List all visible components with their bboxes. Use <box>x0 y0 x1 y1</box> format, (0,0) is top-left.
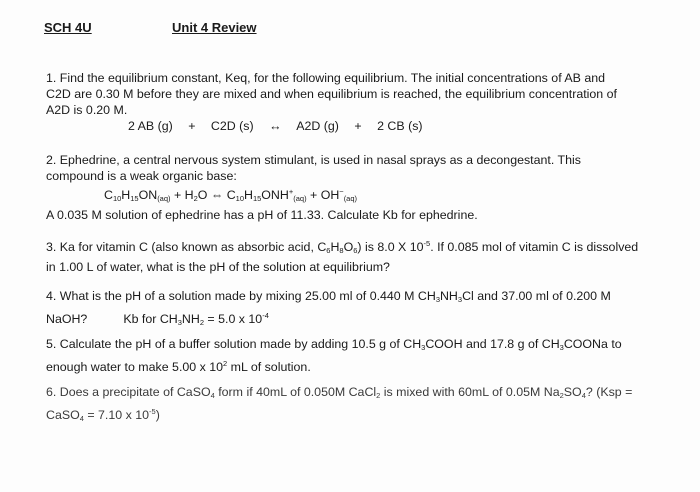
q3-text: O <box>343 240 354 254</box>
q3-sub: 6 <box>326 246 331 255</box>
q5-line-1 <box>46 336 646 356</box>
q2-line-2: compound is a weak organic base: <box>46 169 237 183</box>
q4-sub: 2 <box>199 318 204 327</box>
q3-sub: 6 <box>353 246 358 255</box>
q6-sup: -5 <box>149 407 156 416</box>
q5-text: COOH and 17.8 g of CH <box>425 337 560 351</box>
q3-line-2: in 1.00 L of water, what is the pH of the solution at equilibrium? <box>46 260 390 274</box>
q4-sub: 3 <box>435 295 440 304</box>
q2-eq-sup: − <box>339 187 344 196</box>
page-title: Unit 4 Review <box>172 20 257 35</box>
question-4 <box>46 288 646 331</box>
q3-text: H <box>330 240 340 254</box>
q4-sub: 3 <box>177 318 182 327</box>
q2-eq-part: + H <box>170 188 194 202</box>
q4-text: NaOH? <box>46 312 88 326</box>
q5-text: 5. Calculate the pH of a buffer solution made by adding 10.5 g of CH <box>46 337 422 351</box>
question-2 <box>46 152 646 223</box>
q6-line-1 <box>46 384 646 404</box>
q1-line-2: C2D are 0.30 M before they are mixed and when equilibrium is reached, the equilibrium concentration of <box>46 87 617 101</box>
q5-text: enough water to make 5.00 x 10 <box>46 360 224 374</box>
q6-text: ? (Ksp = <box>585 385 633 399</box>
q4-line-2 <box>46 308 646 331</box>
q3-text: . If 0.085 mol of vitamin C is dissolved <box>430 240 639 254</box>
q5-sub: 3 <box>421 343 426 352</box>
q1-line-3: A2D is 0.20 M. <box>46 103 128 117</box>
q1-equation <box>46 118 646 134</box>
q3-sub: 8 <box>339 246 344 255</box>
q2-eq-sub: 10 <box>235 194 244 203</box>
course-code: SCH 4U <box>44 20 92 35</box>
q6-text: = 7.10 x 10 <box>83 408 150 422</box>
q2-eq-sub: 15 <box>252 194 262 203</box>
q5-sub: 3 <box>559 343 564 352</box>
q2-eq-part: C <box>104 188 113 202</box>
q6-sub: 2 <box>376 391 381 400</box>
q2-line-1: 2. Ephedrine, a central nervous system stimulant, is used in nasal sprays as a decongestant. This <box>46 153 581 167</box>
q2-eq-sup: + <box>288 187 294 196</box>
q4-text: Kb for CH <box>123 312 178 326</box>
q2-eq-part: O ⇔ C <box>197 188 236 202</box>
q1-plus-1: + <box>188 119 196 133</box>
question-5 <box>46 336 646 375</box>
q2-eq-part: ONH <box>261 188 289 202</box>
q4-sup: -4 <box>262 311 269 320</box>
q5-text: mL of solution. <box>227 360 311 374</box>
question-1 <box>46 70 646 134</box>
q2-line-3: A 0.035 M solution of ephedrine has a pH of 11.33. Calculate Kb for ephedrine. <box>46 208 478 222</box>
q4-text: Cl and 37.00 ml of 0.200 M <box>462 289 611 303</box>
question-3 <box>46 236 646 275</box>
q6-text: is mixed with 60mL of 0.05M Na <box>380 385 560 399</box>
q2-eq-sub: 10 <box>112 194 122 203</box>
q6-line-2 <box>46 404 646 427</box>
question-6 <box>46 384 646 427</box>
equilibrium-arrow-icon: ↔ <box>269 119 282 133</box>
q4-text: NH <box>439 289 458 303</box>
q5-text: COONa to <box>563 337 622 351</box>
q6-text: form if 40mL of 0.050M CaCl <box>214 385 377 399</box>
q6-text: 6. Does a precipitate of CaSO <box>46 385 211 399</box>
q2-eq-part: + OH <box>306 188 340 202</box>
q1-product-2: 2 CB (s) <box>377 119 423 133</box>
q1-line-1: 1. Find the equilibrium constant, Keq, for the following equilibrium. The initial concentrations of AB and <box>46 71 606 85</box>
q4-text: 4. What is the pH of a solution made by mixing 25.00 ml of 0.440 M CH <box>46 289 436 303</box>
q3-text: ) is 8.0 X 10 <box>357 240 424 254</box>
q2-eq-sub: 2 <box>193 194 198 203</box>
q1-reactant-2: C2D (s) <box>210 119 254 133</box>
q6-text: SO <box>563 385 582 399</box>
q6-text: ) <box>155 408 160 422</box>
q4-text: NH <box>181 312 200 326</box>
q1-product-1: A2D (g) <box>296 119 339 133</box>
q3-sup: -5 <box>423 239 431 248</box>
q6-sub: 4 <box>581 391 586 400</box>
q4-line-1 <box>46 288 646 308</box>
q6-sub: 2 <box>559 391 564 400</box>
q2-eq-sub: 15 <box>130 194 139 203</box>
q6-text: CaSO <box>46 408 80 422</box>
q2-eq-part: H <box>244 188 253 202</box>
q2-equation <box>46 184 646 207</box>
q6-sub: 4 <box>79 414 84 423</box>
q5-line-2 <box>46 356 646 375</box>
q2-eq-part: H <box>121 188 131 202</box>
q6-sub: 4 <box>210 391 215 400</box>
q4-sub: 3 <box>457 295 463 304</box>
q1-plus-2: + <box>354 119 362 133</box>
q3-text: 3. Ka for vitamin C (also known as absorbic acid, C <box>46 240 327 254</box>
q4-text: = 5.0 x 10 <box>203 312 263 326</box>
q2-eq-sub: (aq) <box>293 194 307 203</box>
q3-line-1 <box>46 236 646 259</box>
q2-eq-sub: (aq) <box>157 194 171 203</box>
q2-eq-sub: (aq) <box>343 194 358 203</box>
q1-reactant-1: 2 AB (g) <box>128 119 173 133</box>
q2-eq-part: ON <box>138 188 158 202</box>
q5-sup: 2 <box>223 359 228 368</box>
